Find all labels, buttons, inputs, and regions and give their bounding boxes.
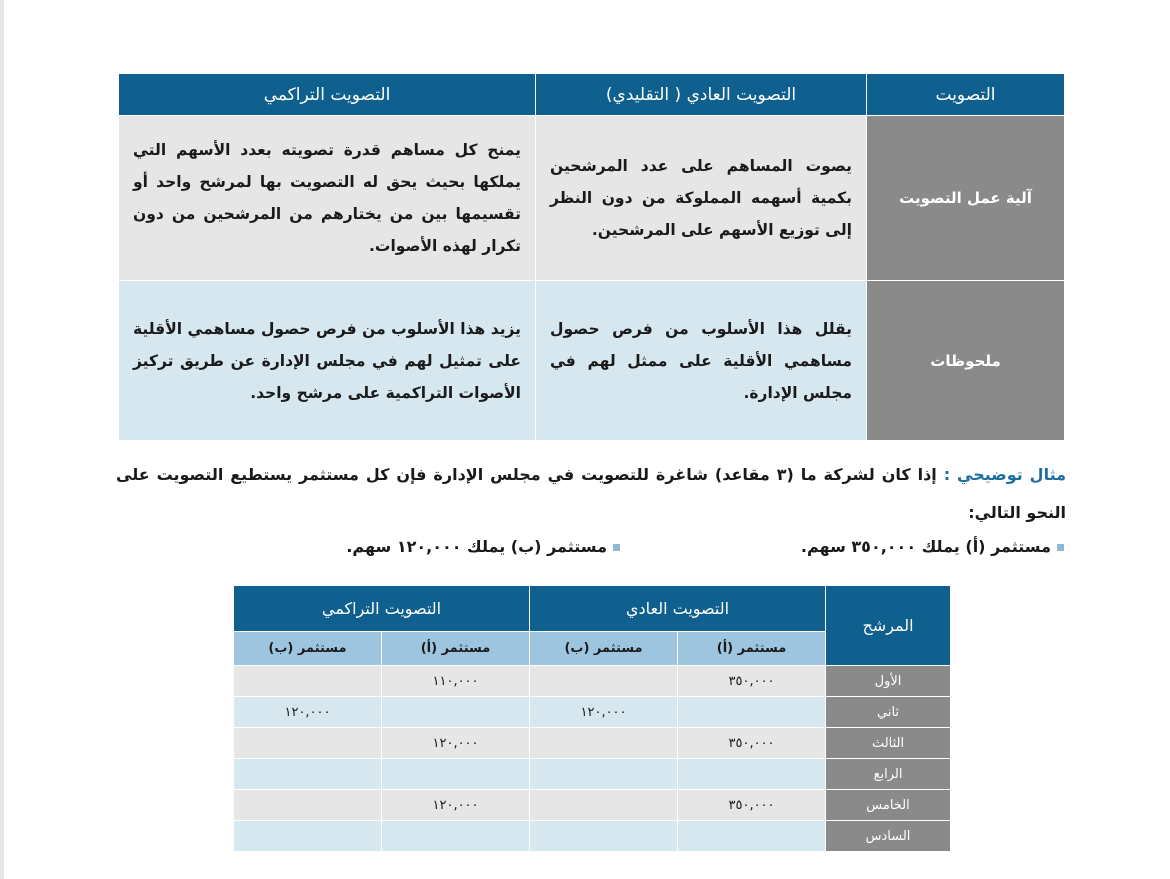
candidate-name: السادس: [826, 821, 951, 852]
cumulative-a-value: ١٢٠,٠٠٠: [382, 790, 530, 821]
table-row: [234, 728, 951, 759]
regular-b-value: [530, 666, 678, 697]
header-cumulative-investor-a: مستثمر (أ): [382, 632, 530, 666]
regular-b-value: [530, 821, 678, 852]
regular-b-value: [530, 790, 678, 821]
regular-a-value: ٣٥٠,٠٠٠: [678, 728, 826, 759]
example-text: إذا كان لشركة ما (٣ مقاعد) شاغرة للتصويت في مجلس الإدارة فإن كل مستثمر يستطيع التصويت على النحو التالي:: [116, 465, 1066, 522]
table-row: [234, 790, 951, 821]
header-regular-investor-b: مستثمر (ب): [530, 632, 678, 666]
table-header-row: [234, 586, 951, 632]
regular-a-value: [678, 697, 826, 728]
cumulative-a-value: [382, 759, 530, 790]
cumulative-mechanism-text: يمنح كل مساهم قدرة تصويته بعدد الأسهم التي يملكها بحيث يحق له التصويت بها لمرشح واحد أو تقسيمها بين من يختارهم من المرشحين من دون تكرار لهذه الأصوات.: [119, 116, 536, 281]
row-label-mechanism: آلية عمل التصويت: [867, 116, 1065, 281]
regular-b-value: [530, 728, 678, 759]
table-header-row: [119, 74, 1065, 116]
header-cumulative-investor-b: مستثمر (ب): [234, 632, 382, 666]
bullet-square-icon: [1057, 544, 1064, 551]
bullet-text: مستثمر (أ) يملك ٣٥٠,٠٠٠ سهم.: [800, 537, 1051, 556]
cumulative-a-value: [382, 697, 530, 728]
cumulative-a-value: ١٢٠,٠٠٠: [382, 728, 530, 759]
cumulative-a-value: [382, 821, 530, 852]
example-label: مثال توضيحي :: [943, 465, 1067, 484]
page-edge: [0, 0, 4, 879]
voting-comparison-table: [118, 73, 1065, 441]
regular-a-value: ٣٥٠,٠٠٠: [678, 790, 826, 821]
header-cumulative-voting: التصويت التراكمي: [234, 586, 530, 632]
header-candidate: المرشح: [826, 586, 951, 666]
regular-mechanism-text: يصوت المساهم على عدد المرشحين بكمية أسهمه المملوكة من دون النظر إلى توزيع الأسهم على المرشحين.: [536, 116, 867, 281]
row-label-notes: ملحوظات: [867, 281, 1065, 441]
example-paragraph: [116, 456, 1066, 532]
cumulative-b-value: [234, 759, 382, 790]
regular-a-value: ٣٥٠,٠٠٠: [678, 666, 826, 697]
candidate-name: ثاني: [826, 697, 951, 728]
bullet-text: مستثمر (ب) يملك ١٢٠,٠٠٠ سهم.: [346, 537, 607, 556]
bullet-investor-b: [346, 532, 620, 562]
cumulative-a-value: ١١٠,٠٠٠: [382, 666, 530, 697]
table-row: [234, 821, 951, 852]
candidate-name: الثالث: [826, 728, 951, 759]
table-row: [234, 666, 951, 697]
cumulative-b-value: ١٢٠,٠٠٠: [234, 697, 382, 728]
regular-b-value: ١٢٠,٠٠٠: [530, 697, 678, 728]
regular-notes-text: يقلل هذا الأسلوب من فرص حصول مساهمي الأقلية على ممثل لهم في مجلس الإدارة.: [536, 281, 867, 441]
header-voting: التصويت: [867, 74, 1065, 116]
header-regular-voting: التصويت العادي: [530, 586, 826, 632]
cumulative-b-value: [234, 821, 382, 852]
regular-a-value: [678, 759, 826, 790]
bullet-investor-a: [801, 532, 1064, 562]
cumulative-b-value: [234, 790, 382, 821]
table-row: [119, 116, 1065, 281]
table-row: [234, 759, 951, 790]
cumulative-b-value: [234, 666, 382, 697]
candidate-name: الرابع: [826, 759, 951, 790]
header-regular-voting: التصويت العادي ( التقليدي): [536, 74, 867, 116]
regular-a-value: [678, 821, 826, 852]
cumulative-notes-text: يزيد هذا الأسلوب من فرص حصول مساهمي الأقلية على تمثيل لهم في مجلس الإدارة عن طريق تركيز الأصوات التراكمية على مرشح واحد.: [119, 281, 536, 441]
cumulative-b-value: [234, 728, 382, 759]
table-row: [234, 697, 951, 728]
bullet-square-icon: [613, 544, 620, 551]
candidate-name: الأول: [826, 666, 951, 697]
table-row: [119, 281, 1065, 441]
regular-b-value: [530, 759, 678, 790]
header-cumulative-voting: التصويت التراكمي: [119, 74, 536, 116]
header-regular-investor-a: مستثمر (أ): [678, 632, 826, 666]
candidate-name: الخامس: [826, 790, 951, 821]
candidate-votes-table: [233, 585, 951, 852]
